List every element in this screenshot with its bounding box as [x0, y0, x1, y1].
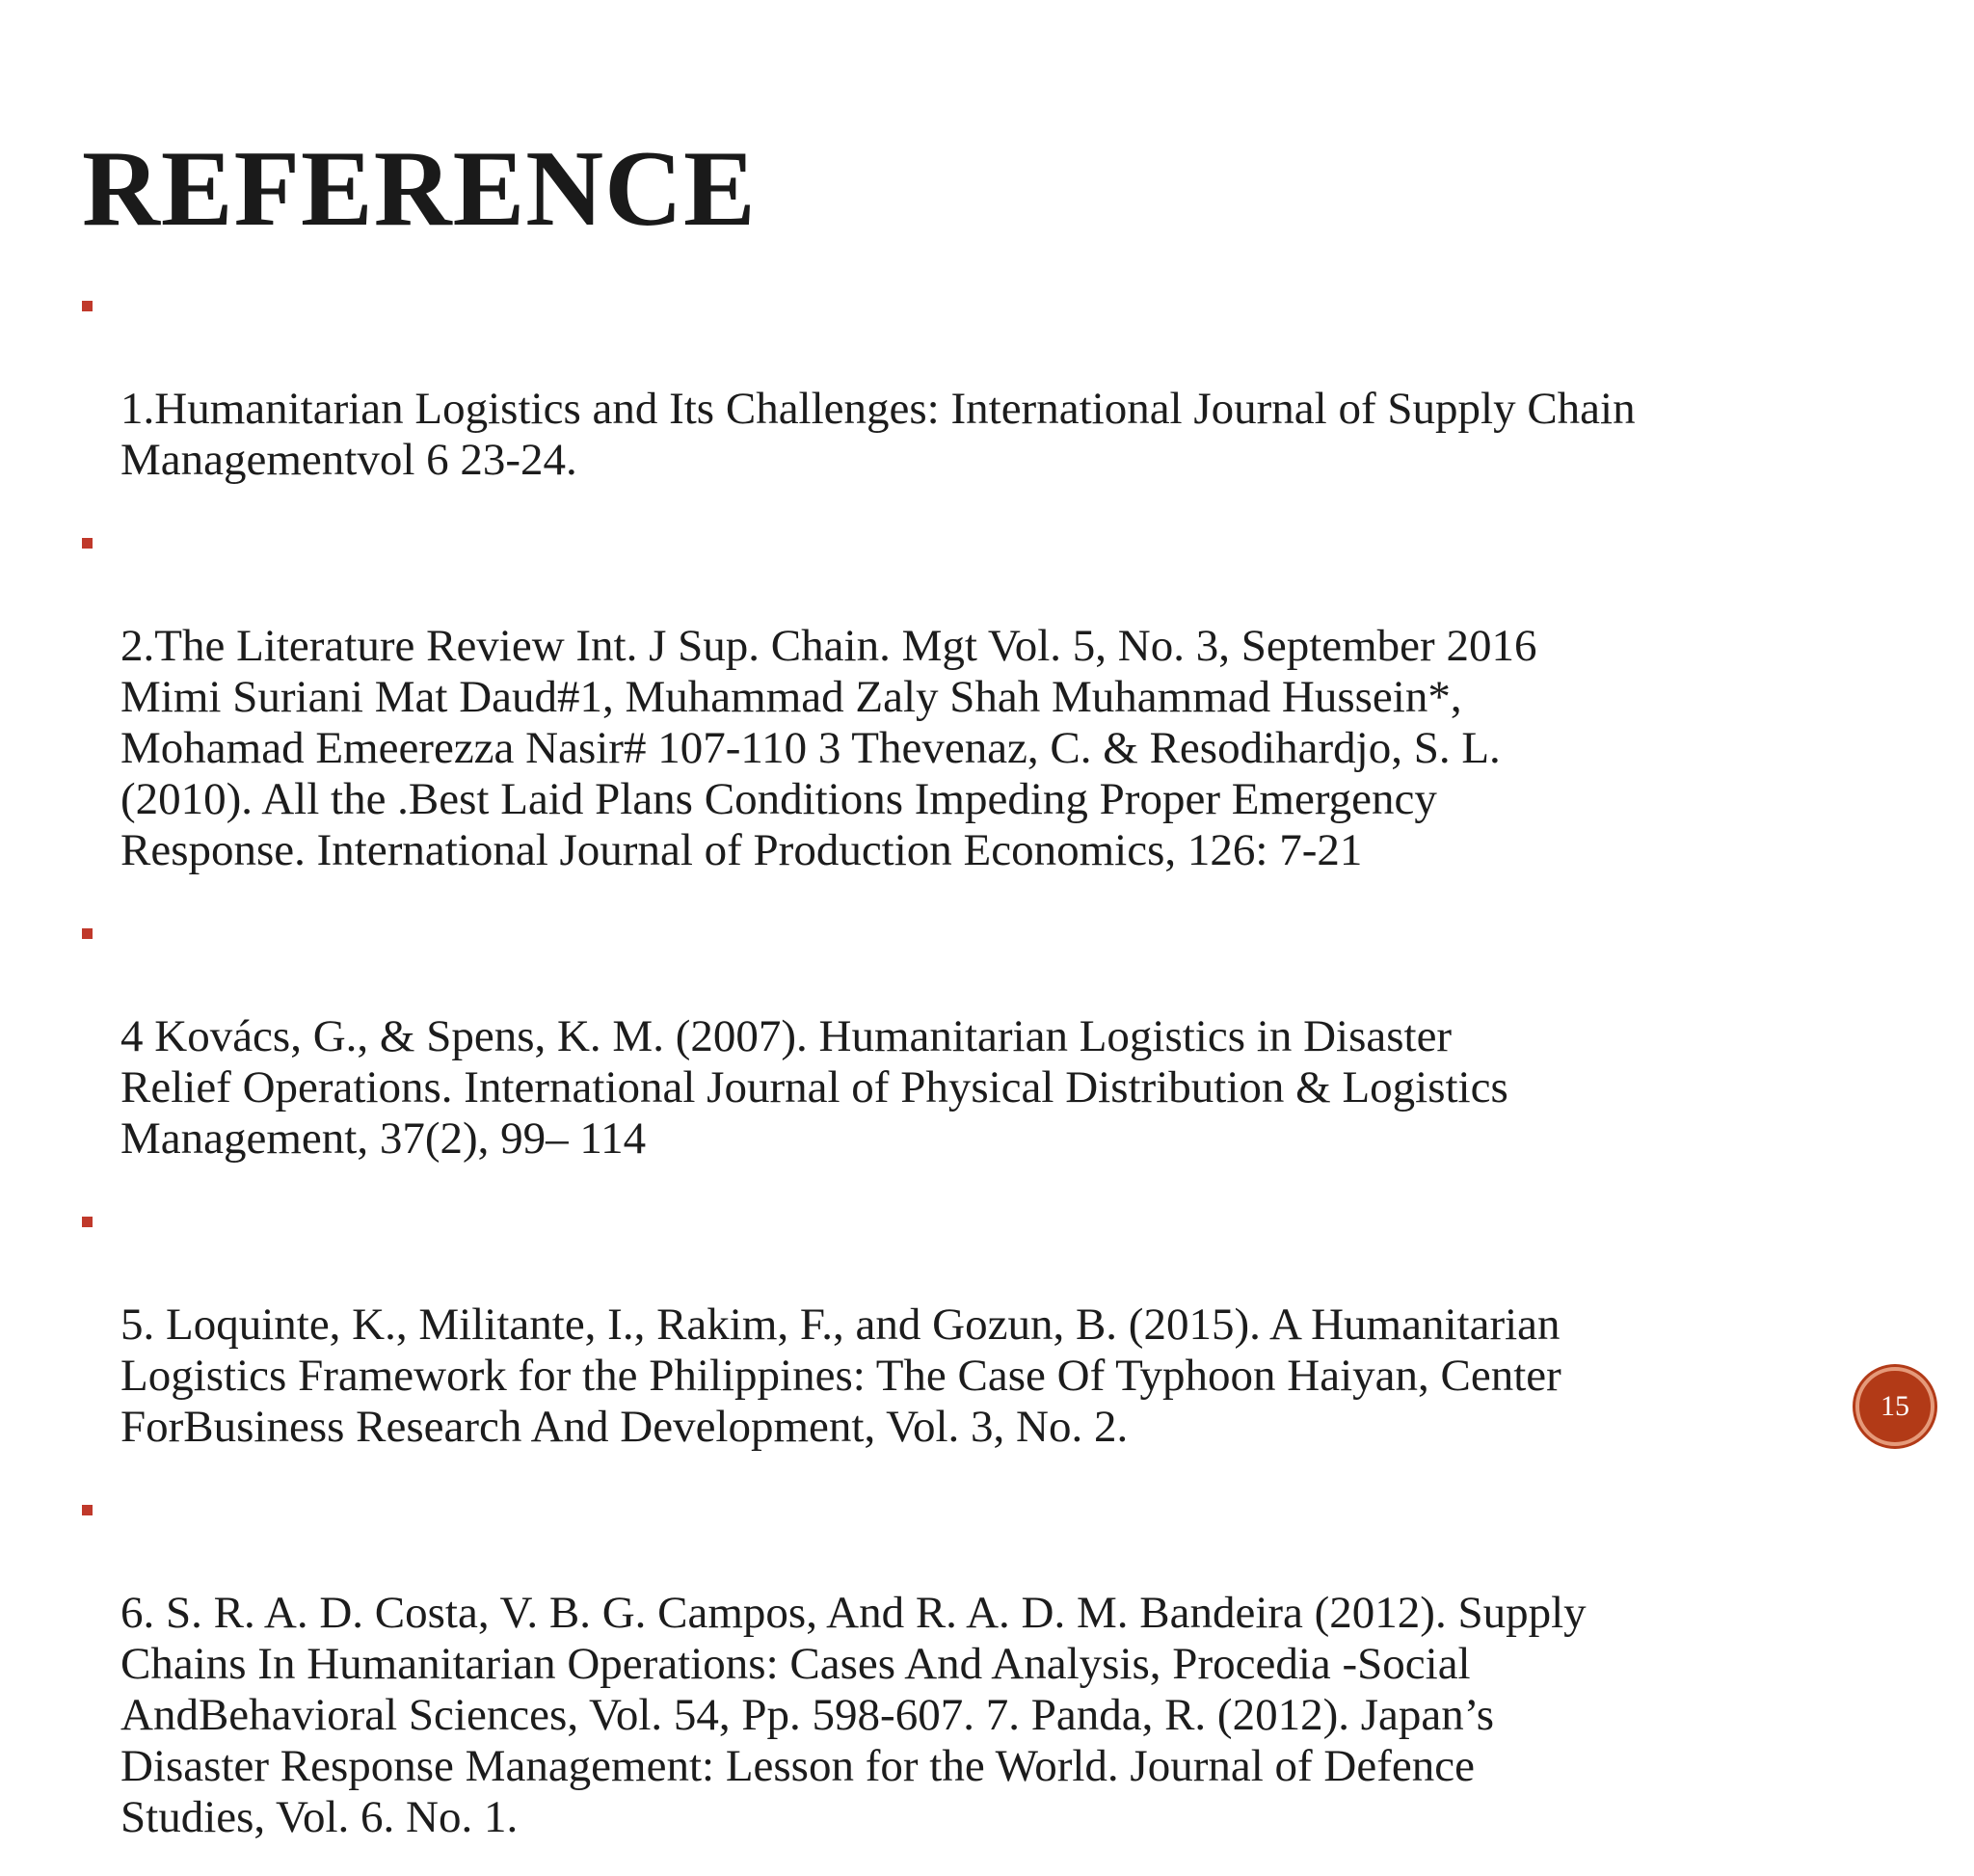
reference-text: 6. S. R. A. D. Costa, V. B. G. Campos, And R. A. D. M. Bandeira (2012). Supply Chains In Humanitarian Operations: Cases And Analysis, Procedia -Social AndBehavioral Sciences, Vol. 54, Pp. 598-607. 7. Panda, R. (2012). Japan’s Disaster Response Management: Lesson for the World. Journal of Defence Studies, Vol. 6. No. 1.	[120, 1588, 1587, 1842]
slide-title: REFERENCE	[82, 129, 757, 249]
square-bullet-icon	[82, 928, 93, 939]
square-bullet-icon	[82, 1505, 93, 1515]
square-bullet-icon	[82, 301, 93, 311]
reference-text: 1.Humanitarian Logistics and Its Challenges: International Journal of Supply Chain Managementvol 6 23-24.	[120, 384, 1636, 485]
reference-item	[82, 519, 1913, 876]
reference-item	[82, 1486, 1913, 1843]
reference-text: 2.The Literature Review Int. J Sup. Chain. Mgt Vol. 5, No. 3, September 2016 Mimi Suriani Mat Daud#1, Muhammad Zaly Shah Muhammad Hussein*, Mohamad Emeerezza Nasir# 107-110 3 Thevenaz, C. & Resodihardjo, S. L. (2010). All the .Best Laid Plans Conditions Impeding Proper Emergency Response. International Journal of Production Economics, 126: 7-21	[120, 621, 1537, 875]
page-number: 15	[1881, 1390, 1909, 1422]
reference-item	[82, 1197, 1913, 1453]
square-bullet-icon	[82, 538, 93, 549]
reference-text: 4 Kovács, G., & Spens, K. M. (2007). Humanitarian Logistics in Disaster Relief Operations. International Journal of Physical Distribution & Logistics Management, 37(2), 99– 114	[120, 1011, 1508, 1164]
square-bullet-icon	[82, 1217, 93, 1227]
reference-item	[82, 909, 1913, 1165]
reference-item	[82, 281, 1913, 486]
reference-text: 5. Loquinte, K., Militante, I., Rakim, F., and Gozun, B. (2015). A Humanitarian Logistics Framework for the Philippines: The Case Of Typhoon Haiyan, Center ForBusiness Research And Development, Vol. 3, No. 2.	[120, 1300, 1561, 1452]
reference-list	[82, 281, 1913, 1876]
page-number-badge	[1855, 1367, 1934, 1446]
